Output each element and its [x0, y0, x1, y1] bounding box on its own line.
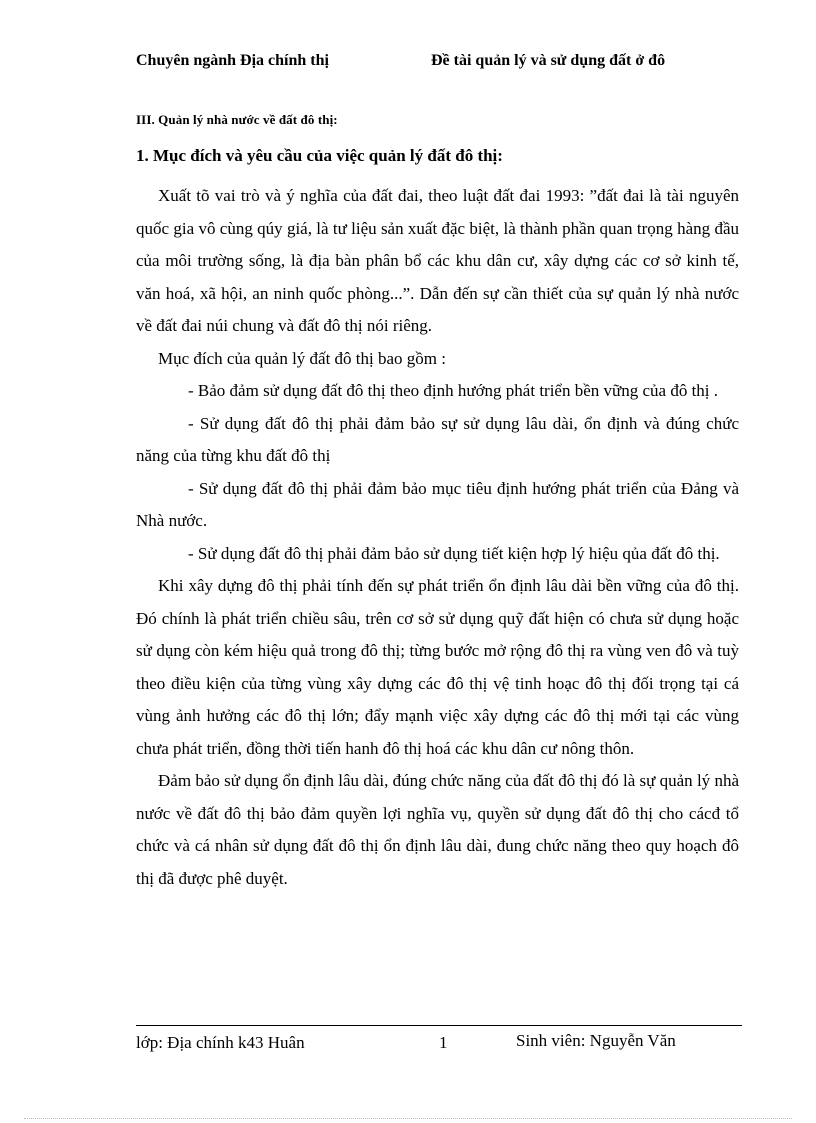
- footer-student-text: Sinh viên: Nguyễn Văn: [516, 1031, 676, 1050]
- list-item: - Sử dụng đất đô thị phải đảm bảo sử dụng tiết kiện hợp lý hiệu qủa đất đô thị.: [188, 543, 720, 563]
- header-right-text: Đề tài quản lý và sử dụng đất ở đô: [431, 52, 666, 69]
- page-heading: 1. Mục đích và yêu cầu của việc quản lý đất đô thị:: [136, 146, 503, 165]
- list-item: - Bảo đảm sử dụng đất đô thị theo định hướng phát triển bền vững của đô thị .: [188, 381, 719, 400]
- footer-divider: [136, 1025, 742, 1026]
- document-body: [136, 180, 739, 895]
- paragraph: Khi xây dựng đô thị phải tính đến sự phát triển ổn định lâu dài bền vững của đô thị. Đó chính là phát triển chiều sâu, trên cơ sở sử dụng quỹ đất hiện có chưa sử dụng hoặc sử dụng còn kém hiệu quả trong đô thị; từng bước mở rộng đô thị ra vùng ven đô và tuỳ theo điều kiện của từng vùng xây dựng các đô thị vệ tinh hoạc đô thị đối trọng tại cá vùng ảnh hưởng các đô thị lớn; đẩy mạnh việc xây dựng các đô thị mới tại các vùng chưa phát triển, đồng thời tiến hanh đô thị hoá các khu dân cư nông thôn.: [136, 576, 739, 758]
- paragraph: Đảm bảo sử dụng ổn định lâu dài, đúng chức năng của đất đô thị đó là sự quản lý nhà nước về đất đô thị bảo đảm quyền lợi nghĩa vụ, quyền sử dụng đất đô thị cho cácđ tổ chức và cá nhân sử dụng đất đô thị ổn định lâu dài, đung chức năng theo quy hoạch đô thị đã được phê duyệt.: [136, 771, 739, 888]
- page-number: 1: [439, 1033, 448, 1052]
- header-left-text: Chuyên ngành Địa chính thị: [136, 52, 329, 69]
- paragraph: Mục đích của quản lý đất đô thị bao gồm :: [158, 348, 446, 368]
- page-break-line: [24, 1118, 792, 1119]
- list-item: - Sử dụng đất đô thị phải đảm bảo mục tiêu định hướng phát triển của Đảng và Nhà nước.: [136, 478, 739, 530]
- list-item: - Sử dụng đất đô thị phải đảm bảo sự sử dụng lâu dài, ổn định và đúng chức năng của từng khu đất đô thị: [136, 413, 739, 465]
- footer-class-text: lớp: Địa chính k43 Huân: [136, 1033, 305, 1052]
- paragraph: Xuất tõ vai trò và ý nghĩa của đất đai, theo luật đất đai 1993: ”đất đai là tài nguyên quốc gia vô cùng qúy giá, là tư liệu sản xuất đặc biệt, là thành phần quan trọng hàng đầu của môi trường sống, là địa bàn phân bổ các khu dân cư, xây dựng các cơ sở kinh tế, văn hoá, xã hội, an ninh quốc phòng...”. Dẫn đến sự cần thiết của sự quản lý nhà nước về đất đai núi chung và đất đô thị nói riêng.: [136, 186, 739, 335]
- section-title: III. Quản lý nhà nước về đất đô thị:: [136, 112, 338, 127]
